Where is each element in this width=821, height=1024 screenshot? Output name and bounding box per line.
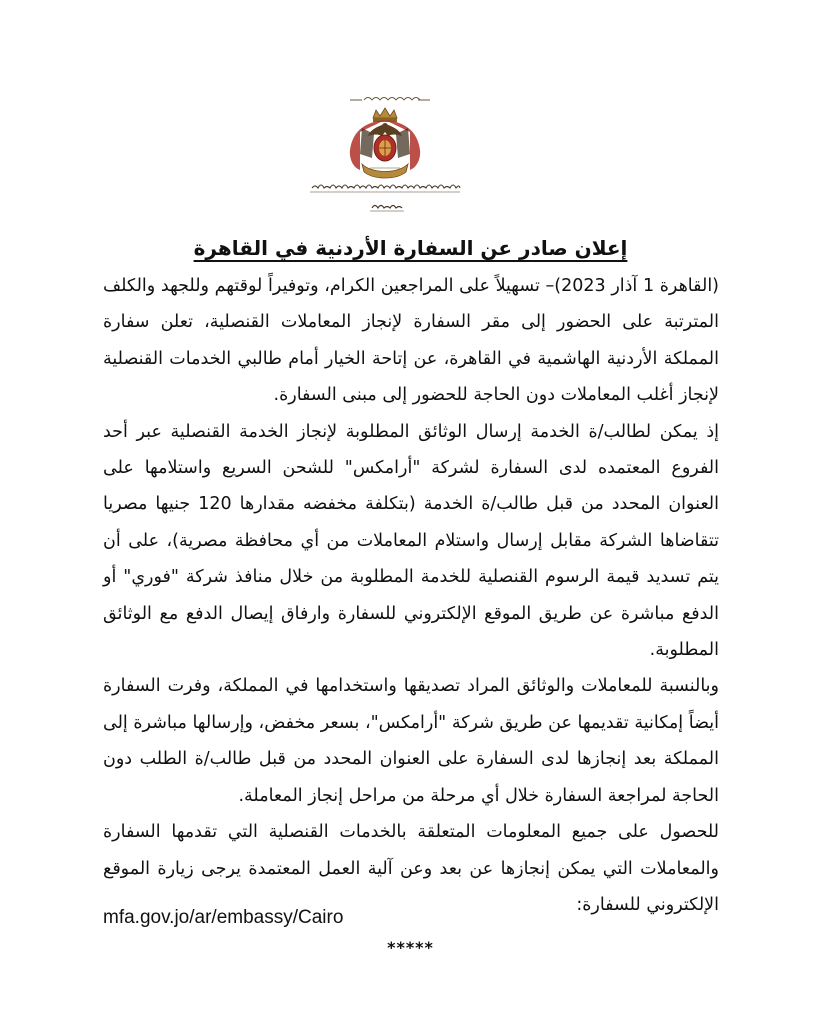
paragraph-more-info: للحصول على جميع المعلومات المتعلقة بالخدمات القنصلية التي تقدمها السفارة والمعاملات التي يمكن إنجازها عن بعد وعن آلية العمل المعتمدة يرجى زيارة الموقع الإلكتروني للسفارة: — [103, 822, 719, 915]
city-calligraphy — [370, 206, 404, 212]
announcement-title: إعلان صادر عن السفارة الأردنية في القاهرة — [193, 236, 628, 260]
paragraph-intro: (القاهرة 1 آذار 2023)– تسهيلاً على المراجعين الكرام، وتوفيراً لوقتهم وللجهد والكلف المترتبة على الحضور إلى مقر السفارة لإنجاز المعاملات القنصلية، تعلن سفارة المملكة الأردنية الهاشمية في القاهرة، عن إتاحة الخيار أمام طالبي الخدمات القنصلية لإنجاز أغلب المعاملات دون الحاجة للحضور إلى مبنى السفارة. — [103, 276, 720, 406]
announcement-body — [103, 268, 719, 923]
shield-icon — [374, 135, 396, 161]
embassy-name-calligraphy — [310, 185, 460, 192]
letterhead-top-line — [350, 98, 430, 101]
end-marker: ***** — [387, 938, 434, 957]
paragraph-shipping: إذ يمكن لطالب/ة الخدمة إرسال الوثائق المطلوبة لإنجاز الخدمة القنصلية عبر أحد الفروع المعتمده لدى السفارة لشركة "أرامكس" للشحن السريع واستلامها على العنوان المحدد من قبل طالب/ة الخدمة (بتكلفة مخفضه مقدارها 120 جنيها مصريا تتقاضاها الشركة مقابل إرسال واستلام المعاملات من أي محافظة مصرية)، على أن يتم تسديد قيمة الرسوم القنصلية للخدمة المطلوبة من خلال منافذ شركة "فوري" أو الدفع مباشرة عن طريق الموقع الإلكتروني للسفارة وارفاق إيصال الدفع مع الوثائق المطلوبة. — [103, 421, 719, 661]
paragraph-attestation: وبالنسبة للمعاملات والوثائق المراد تصديقها واستخدامها في المملكة، وفرت السفارة أيضاً إمكانية تقديمها عن طريق شركة "أرامكس"، بسعر مخفض، وإرسالها مباشرة إلى المملكة بعد إنجازها لدى السفارة على العنوان المحدد من قبل طالب/ة الطلب دون الحاجة لمراجعة السفارة خلال أي مرحلة من مراحل إنجاز المعاملة. — [103, 676, 719, 806]
jordan-coat-of-arms-seal — [300, 88, 470, 220]
ribbon-icon — [362, 164, 408, 178]
letterhead — [300, 88, 470, 220]
crown-icon — [373, 108, 397, 122]
embassy-website-link[interactable]: mfa.gov.jo/ar/embassy/Cairo — [103, 907, 344, 928]
